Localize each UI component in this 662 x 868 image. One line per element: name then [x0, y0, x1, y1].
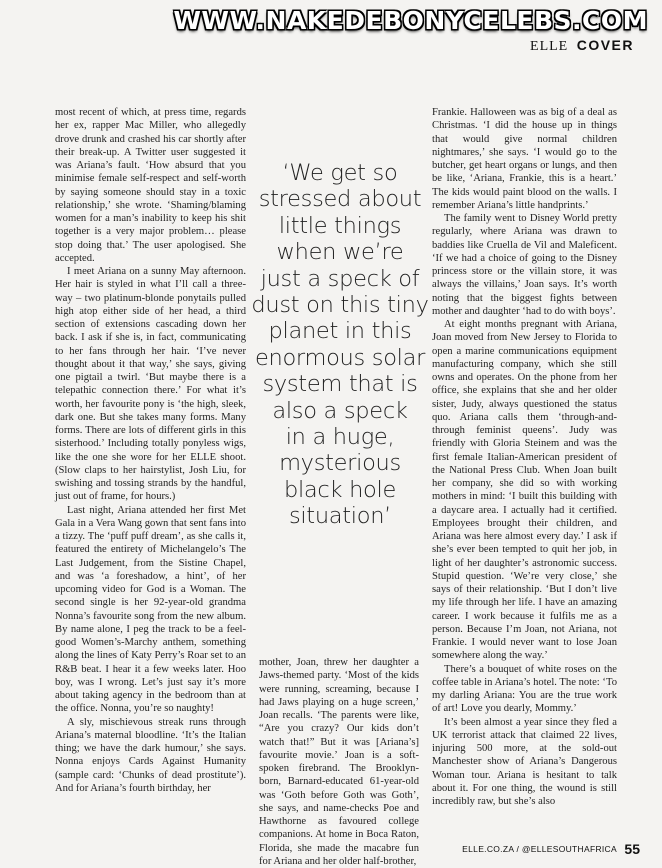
pull-quote-line: black hole	[284, 476, 396, 503]
paragraph: Last night, Ariana attended her first Met Gala in a Vera Wang gown that sent fans into a tizzy. The ‘puff puff dream’, as she calls it, featured the entirety of Michelangelo’s The Last Judgement, from the Sistine Chapel, and was ‘a foreshadow, a hint’, of her upcoming video for God is a Woman. The second single is her 92-year-old grandma Nonna’s favourite song from the new album. By name alone, I peg the track to be a feel-good Women’s-Marchy anthem, something along the lines of Katy Perry’s Roar set to an R&B beat. I hear it a few weeks later. Hoo boy, was I wrong. Let’s just say it’s more about taking agency in the bedroom than at the office. Nonna, you’re so naughty!	[55, 504, 246, 715]
footer-site: ELLE.CO.ZA / @ELLESOUTHAFRICA	[462, 843, 617, 854]
paragraph: It’s been almost a year since they fled a UK terrorist attack that claimed 22 lives, injuring 500 more, at the sold-out Manchester show of Ariana’s Dangerous Woman tour. Ariana is hesitant to talk about it. For one thing, the wound is still incredibly raw, but she’s also	[432, 716, 617, 807]
pull-quote-line: stressed about	[258, 186, 422, 213]
section-title: COVER	[576, 37, 634, 53]
paragraph: most recent of which, at press time, regards her ex, rapper Mac Miller, who allegedly drove drunk and crashed his car shortly after their break-up. A Twitter user suggested it was Ariana’s fault. ‘How absurd that you minimise female self-respect and self-worth by saying someone should stay in a toxic relationship,’ she wrote. ‘Shaming/blaming women for a man’s inability to keep his shit together is a very major problem… please stop doing that.’ The user apologised. She accepted.	[55, 107, 246, 264]
pull-quote-line: situation’	[288, 503, 392, 530]
article-column-left	[55, 106, 246, 795]
pull-quote-line: just a speck of	[260, 265, 420, 292]
pull-quote	[250, 160, 430, 530]
pull-quote-line: enormous solar	[254, 344, 426, 371]
pull-quote-line: in a huge,	[285, 424, 395, 451]
magazine-brand: ELLE	[530, 39, 569, 54]
pull-quote-line: ‘We get so	[282, 160, 398, 186]
page-header	[530, 37, 634, 55]
paragraph: At eight months pregnant with Ariana, Joan moved from New Jersey to Florida to open a marine communications equipment manufacturing company, which she still owns and operates. On the phone from her office, she explains that she and her older sister, Judy, always questioned the status quo. Ariana calls them ‘through-and-through feminist queens’. Judy was friendly with Gloria Steinem and was the first female Italian-American president of the National Press Club. When Joan built her company, she did so with working mothers in mind: ‘I built this building with a daycare area. I actually had it certified. Employees brought their children, and Ariana was here almost every day.’ I ask if she’s ever been tempted to quit her job, in light of her daughter’s astronomic success. Stupid question. ‘We’re very close,’ she says of their relationship. ‘But I don’t live my life through her life. I have an amazing career. I work because it fulfils me as a person. Because I’m Joan, not Ariana, not Frankie. I would never want to lose Joan somewhere along the way.’	[432, 319, 617, 662]
paragraph: There’s a bouquet of white roses on the coffee table in Ariana’s hotel. The note: ‘To my darling Ariana: You are the true work of art! Love you dearly, Mommy.’	[432, 663, 617, 715]
pull-quote-line: also a speck	[272, 397, 408, 424]
paragraph: Frankie. Halloween was as big of a deal as Christmas. ‘I did the house up in things that would give normal children nightmares,’ she says. ‘I would go to the butcher, get heart organs or lungs, and then be like, ‘Ariana, Frankie, this is a heart.’ The kids would paint blood on the walls. I remember Ariana’s little handprints.’	[432, 107, 617, 211]
pull-quote-line: when we’re	[276, 239, 404, 266]
page-number: 55	[624, 840, 640, 857]
pull-quote-line: planet in this	[268, 318, 412, 345]
paragraph: The family went to Disney World pretty regularly, where Ariana was drawn to baddies like Cruella de Vil and Maleficent. ‘If we had a choice of going to the Disney princess store or the villain store, it was always the villains,’ Joan says. It’s worth noting that the biggest fights between mother and daughter ‘had to do with boys’.	[432, 213, 617, 317]
paragraph: A sly, mischievous streak runs through Ariana’s maternal bloodline. ‘It’s the Italian thing; we have the dark humour,’ she says. Nonna enjoys Cards Against Humanity (sample card: ‘Chunks of dead prostitute’). And for Ariana’s fourth birthday, her	[55, 716, 246, 794]
article-column-middle	[259, 656, 419, 868]
pull-quote-line: little things	[278, 212, 402, 239]
pull-quote-line: dust on this tiny	[251, 292, 429, 319]
paragraph: I meet Ariana on a sunny May afternoon. Her hair is styled in what I’ll call a three-way – two platinum-blonde ponytails pulled high atop either side of her head, a third section of extensions cascading down her back. I ask if she is, in fact, communicating to her fans through her hair. ‘I’ve never thought about it that way,’ she says, giving one pigtail a twirl. ‘But maybe there is a telepathic connection there.’ For what it’s worth, her favourite pony is ‘the high, sleek, dark one. But she takes many forms. Many forms. There are lots of different girls in this sisterhood.’ Including totally ponyless wigs, like the one she wore for her ELLE shoot. (Slow claps to her hairstylist, Josh Liu, for swishing and tossing strands by the handful, just out of frame, for hours.)	[55, 266, 246, 503]
article-column-right	[432, 106, 617, 808]
pull-quote-line: system that is	[262, 371, 418, 398]
pull-quote-line: mysterious	[279, 450, 401, 477]
watermark-text: WWW.NAKEDEBONYCELEBS.COM	[173, 6, 648, 35]
paragraph: mother, Joan, threw her daughter a Jaws-themed party. ‘Most of the kids were running, screaming, because I had Jaws playing on a huge screen,’ Joan recalls. ‘The parents were like, “Are you crazy? Our kids don’t watch that!” But it was [Ariana’s] favourite movie.’ Joan is a soft-spoken firebrand. The Brooklyn-born, Barnard-educated 61-year-old was ‘Goth before Goth was Goth’, she says, and name-checks Poe and Hawthorne as favoured college companions. At home in Boca Raton, Florida, she made the macabre fun for Ariana and her older half-brother,	[259, 657, 419, 867]
page-footer	[462, 840, 640, 858]
